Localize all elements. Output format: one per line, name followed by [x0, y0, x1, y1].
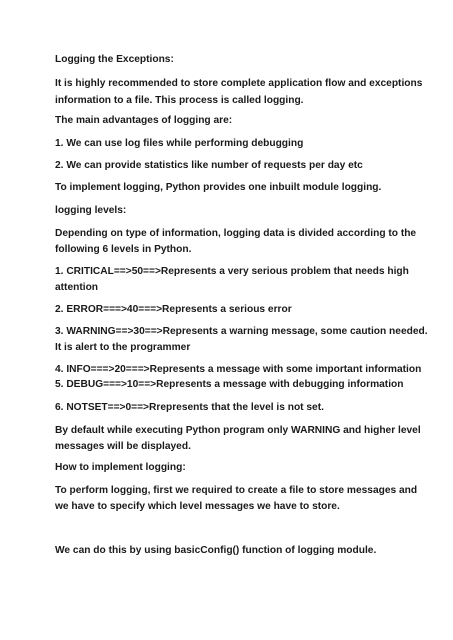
paragraph-line: By default while executing Python program only WARNING and higher level	[55, 425, 421, 436]
paragraph-line: following 6 levels in Python.	[55, 244, 192, 255]
list-item: It is alert to the programmer	[55, 342, 191, 353]
paragraph-line: To implement logging, Python provides one inbuilt module logging.	[55, 182, 382, 193]
paragraph-line: messages will be displayed.	[55, 441, 191, 452]
paragraph-line: It is highly recommended to store complete application flow and exceptions	[55, 78, 423, 89]
list-item: 2. We can provide statistics like number of requests per day etc	[55, 160, 363, 171]
list-item: 6. NOTSET==>0==>Rrepresents that the level is not set.	[55, 402, 324, 413]
list-item: 1. We can use log files while performing debugging	[55, 138, 304, 149]
list-item: 4. INFO===>20===>Represents a message with some important information	[55, 364, 422, 375]
list-item: 1. CRITICAL==>50==>Represents a very serious problem that needs high	[55, 266, 409, 277]
list-item: 3. WARNING==>30==>Represents a warning message, some caution needed.	[55, 326, 428, 337]
section-heading: Logging the Exceptions:	[55, 54, 174, 65]
paragraph-line: Depending on type of information, logging data is divided according to the	[55, 228, 417, 239]
list-item: 5. DEBUG===>10==>Represents a message with debugging information	[55, 379, 404, 390]
section-heading: How to implement logging:	[55, 462, 186, 473]
paragraph-line: information to a file. This process is called logging.	[55, 95, 304, 106]
list-item: attention	[55, 282, 99, 293]
section-heading: logging levels:	[55, 205, 127, 216]
paragraph-line: To perform logging, first we required to create a file to store messages and	[55, 485, 418, 496]
list-item: 2. ERROR===>40===>Represents a serious error	[55, 304, 292, 315]
paragraph-line: We can do this by using basicConfig() function of logging module.	[55, 545, 377, 556]
paragraph-line: we have to specify which level messages we have to store.	[55, 501, 340, 512]
paragraph-line: The main advantages of logging are:	[55, 115, 233, 126]
